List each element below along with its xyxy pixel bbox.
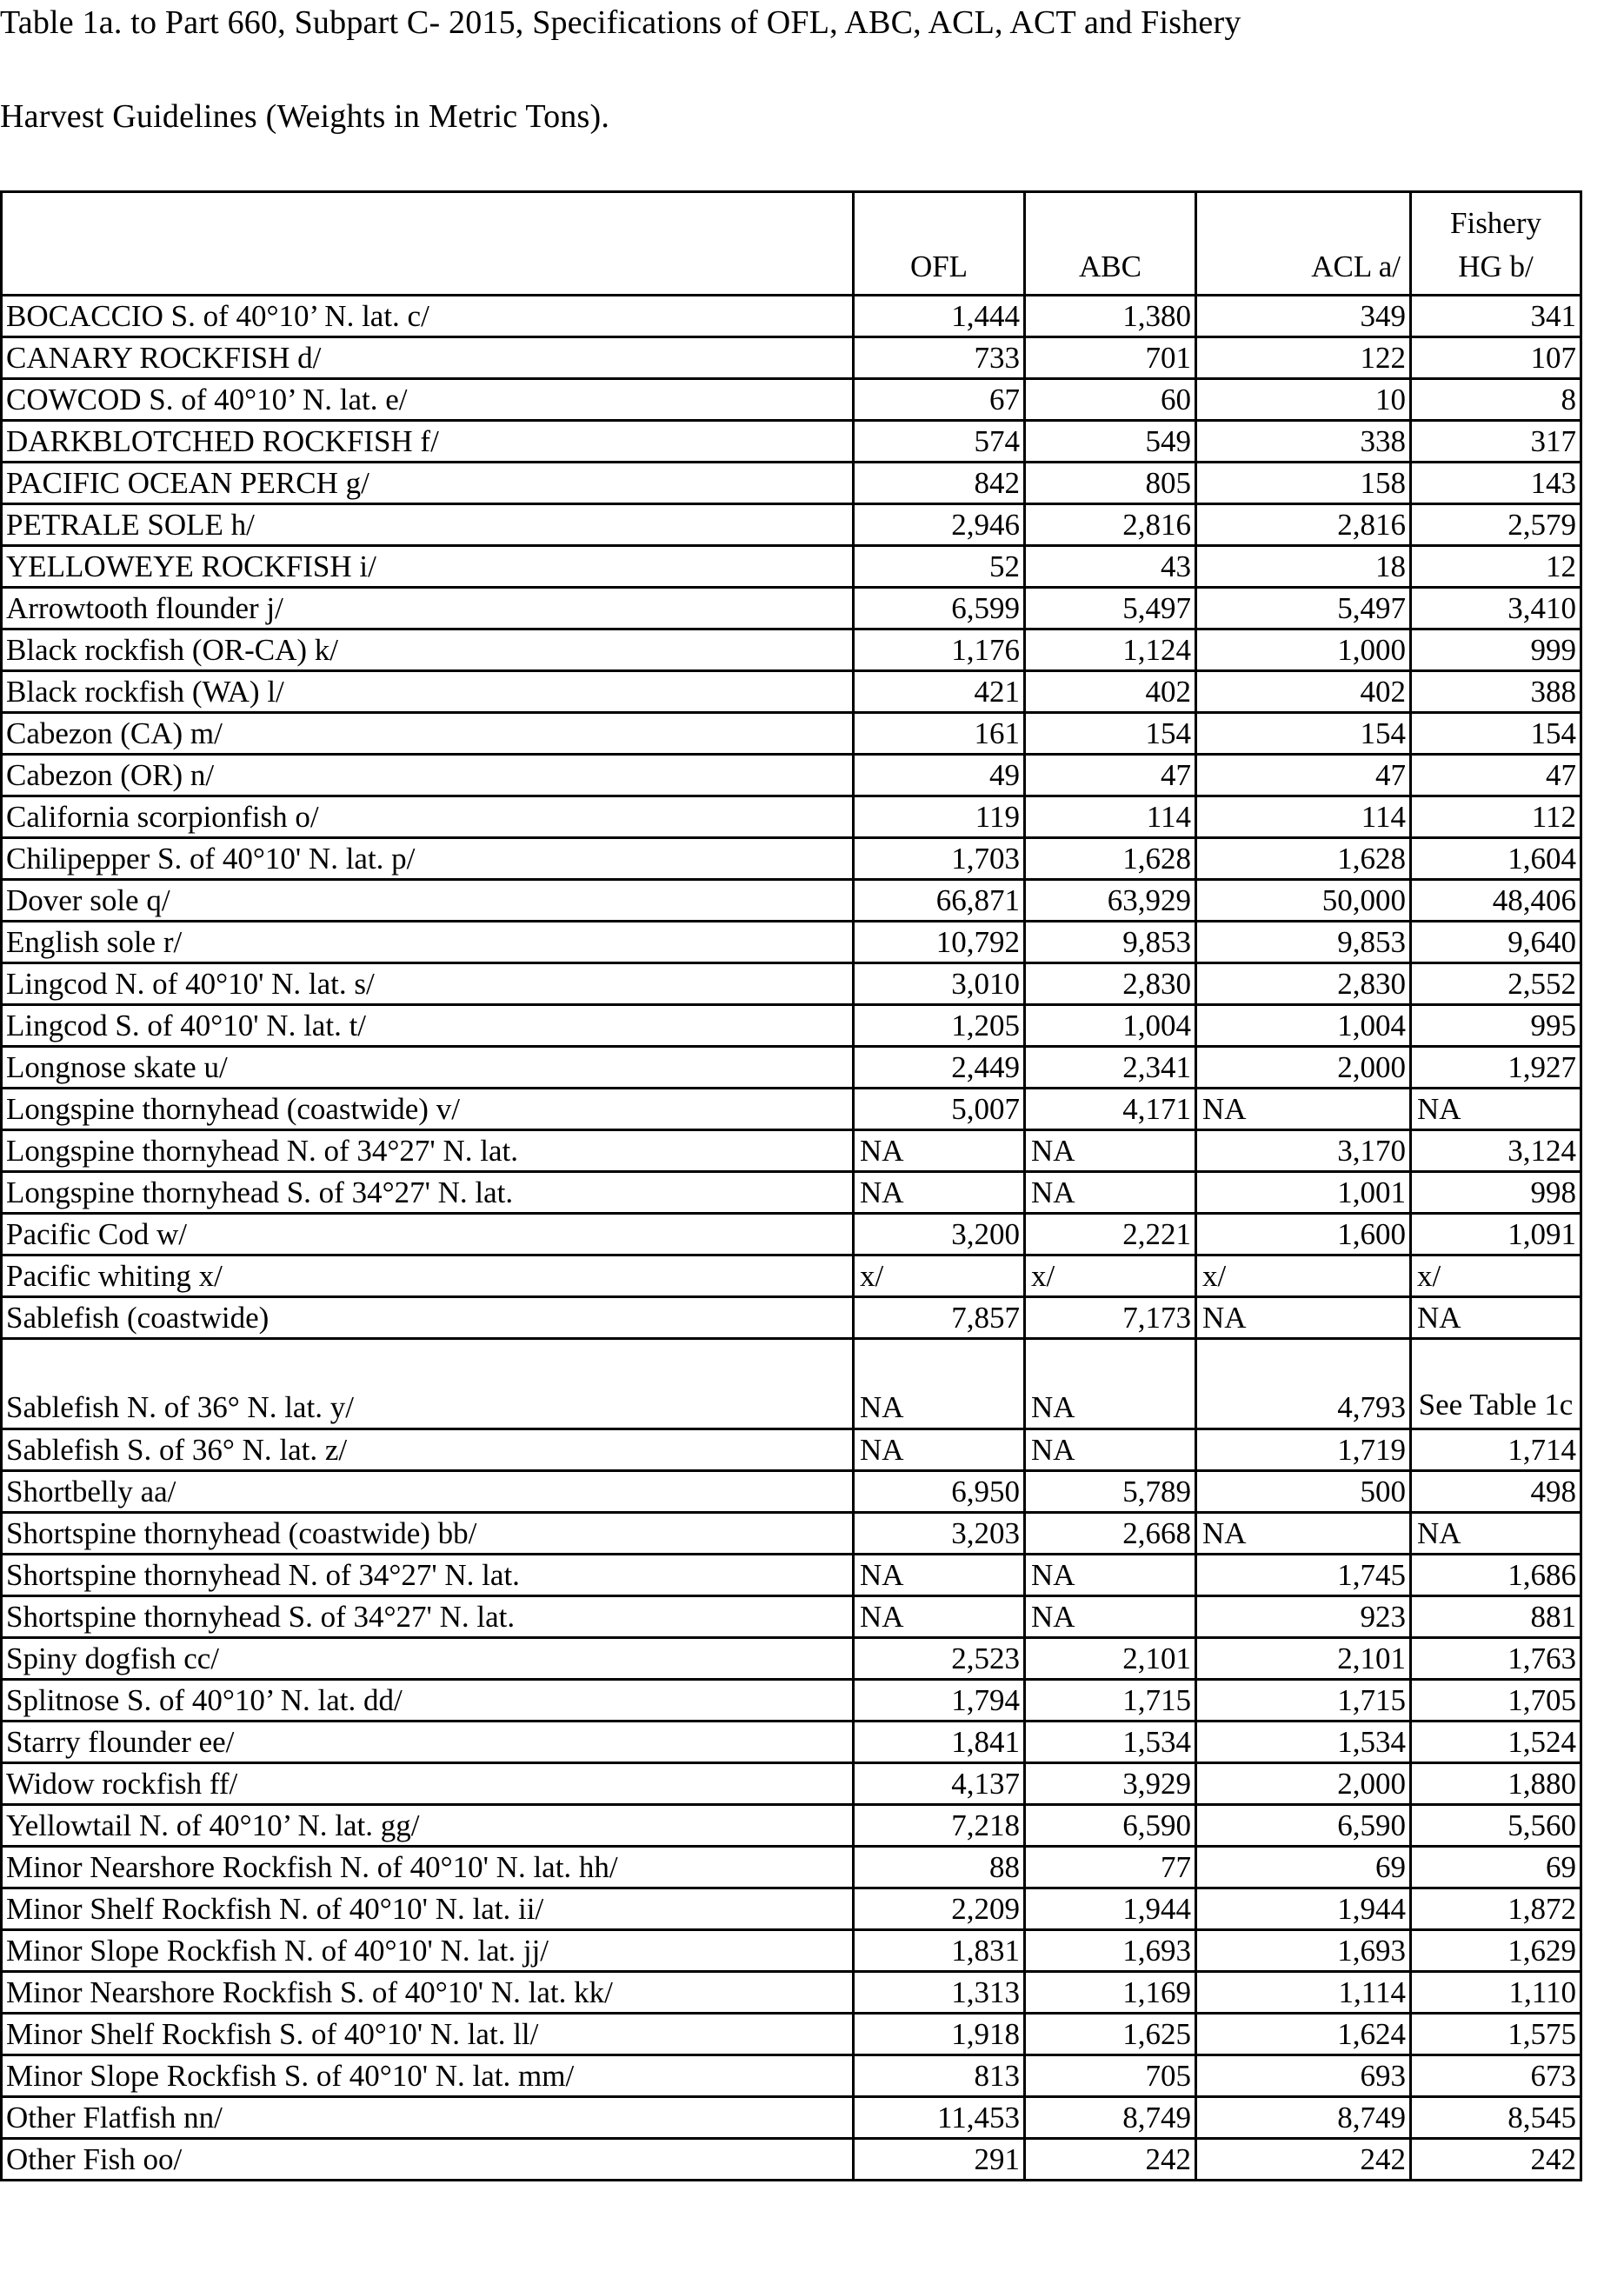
fishery-hg-cell: 1,880 [1411,1763,1581,1805]
ofl-cell: 842 [854,463,1025,504]
fishery-hg-cell: 1,575 [1411,2014,1581,2055]
acl-cell: 4,793 [1196,1339,1411,1429]
ofl-cell: 4,137 [854,1763,1025,1805]
table-row [2,1680,1581,1722]
table-row [2,2097,1581,2139]
table-row [2,463,1581,504]
abc-cell: NA [1025,1172,1196,1214]
table-row [2,1805,1581,1847]
species-cell: Shortspine thornyhead (coastwide) bb/ [2,1513,854,1555]
fishery-hg-cell: 1,763 [1411,1638,1581,1680]
species-cell: Cabezon (OR) n/ [2,755,854,796]
fishery-hg-cell: 143 [1411,463,1581,504]
abc-cell: x/ [1025,1255,1196,1297]
fishery-hg-cell: 995 [1411,1005,1581,1047]
ofl-cell: 1,313 [854,1972,1025,2014]
ofl-cell: 1,205 [854,1005,1025,1047]
header-ofl: OFL [854,192,1025,296]
species-cell: Spiny dogfish cc/ [2,1638,854,1680]
acl-cell: 154 [1196,713,1411,755]
header-abc: ABC [1025,192,1196,296]
ofl-cell: 119 [854,796,1025,838]
abc-cell: 549 [1025,421,1196,463]
species-cell: Shortbelly aa/ [2,1471,854,1513]
fishery-hg-cell: 12 [1411,546,1581,588]
species-cell: CANARY ROCKFISH d/ [2,337,854,379]
ofl-cell: 2,523 [854,1638,1025,1680]
acl-cell: 69 [1196,1847,1411,1888]
species-cell: PACIFIC OCEAN PERCH g/ [2,463,854,504]
acl-cell: 114 [1196,796,1411,838]
abc-cell: 701 [1025,337,1196,379]
abc-cell: 2,101 [1025,1638,1196,1680]
ofl-cell: NA [854,1339,1025,1429]
acl-cell: 1,719 [1196,1429,1411,1471]
table-body [2,296,1581,2181]
abc-cell: 5,789 [1025,1471,1196,1513]
acl-cell: 47 [1196,755,1411,796]
fishery-hg-cell: 48,406 [1411,880,1581,922]
abc-cell: 3,929 [1025,1763,1196,1805]
ofl-cell: 67 [854,379,1025,421]
abc-cell: 1,124 [1025,629,1196,671]
table-row [2,1513,1581,1555]
species-cell: Minor Slope Rockfish S. of 40°10' N. lat. mm/ [2,2055,854,2097]
table-row [2,1005,1581,1047]
species-cell: Widow rockfish ff/ [2,1763,854,1805]
acl-cell: 402 [1196,671,1411,713]
ofl-cell: 6,599 [854,588,1025,629]
acl-cell: 1,004 [1196,1005,1411,1047]
table-row [2,1763,1581,1805]
ofl-cell: 7,218 [854,1805,1025,1847]
fishery-hg-cell: 388 [1411,671,1581,713]
abc-cell: NA [1025,1596,1196,1638]
table-row [2,880,1581,922]
fishery-hg-cell: 1,604 [1411,838,1581,880]
acl-cell: 3,170 [1196,1130,1411,1172]
abc-cell: 1,169 [1025,1972,1196,2014]
ofl-cell: NA [854,1429,1025,1471]
species-cell: PETRALE SOLE h/ [2,504,854,546]
species-cell: Longspine thornyhead N. of 34°27' N. lat. [2,1130,854,1172]
table-row [2,1596,1581,1638]
abc-cell: NA [1025,1130,1196,1172]
table-row [2,1089,1581,1130]
species-cell: Longspine thornyhead S. of 34°27' N. lat. [2,1172,854,1214]
fishery-hg-cell: 242 [1411,2139,1581,2181]
ofl-cell: 6,950 [854,1471,1025,1513]
acl-cell: 18 [1196,546,1411,588]
acl-cell: 1,001 [1196,1172,1411,1214]
fishery-hg-cell: 1,110 [1411,1972,1581,2014]
fishery-hg-cell: NA [1411,1513,1581,1555]
abc-cell: 402 [1025,671,1196,713]
species-cell: Sablefish (coastwide) [2,1297,854,1339]
acl-cell: 338 [1196,421,1411,463]
abc-cell: 60 [1025,379,1196,421]
table-row [2,922,1581,963]
fishery-hg-cell: 1,629 [1411,1930,1581,1972]
ofl-cell: 3,200 [854,1214,1025,1255]
acl-cell: 158 [1196,463,1411,504]
ofl-cell: 1,176 [854,629,1025,671]
acl-cell: 8,749 [1196,2097,1411,2139]
table-row [2,1471,1581,1513]
ofl-cell: 88 [854,1847,1025,1888]
ofl-cell: 2,209 [854,1888,1025,1930]
abc-cell: NA [1025,1555,1196,1596]
fishery-hg-cell: 1,872 [1411,1888,1581,1930]
species-cell: Black rockfish (OR-CA) k/ [2,629,854,671]
acl-cell: NA [1196,1089,1411,1130]
ofl-cell: 574 [854,421,1025,463]
table-row [2,379,1581,421]
species-cell: DARKBLOTCHED ROCKFISH f/ [2,421,854,463]
species-cell: Minor Shelf Rockfish N. of 40°10' N. lat. ii/ [2,1888,854,1930]
species-cell: Sablefish S. of 36° N. lat. z/ [2,1429,854,1471]
table-row [2,588,1581,629]
ofl-cell: 1,794 [854,1680,1025,1722]
table-row [2,1255,1581,1297]
acl-cell: 2,816 [1196,504,1411,546]
species-cell: Shortspine thornyhead N. of 34°27' N. lat. [2,1555,854,1596]
fishery-hg-cell: 1,714 [1411,1429,1581,1471]
ofl-cell: 3,203 [854,1513,1025,1555]
acl-cell: 349 [1196,296,1411,337]
species-cell: Pacific Cod w/ [2,1214,854,1255]
table-row [2,1214,1581,1255]
fishery-hg-cell: x/ [1411,1255,1581,1297]
abc-cell: 1,628 [1025,838,1196,880]
table-row [2,1888,1581,1930]
fishery-hg-cell: 498 [1411,1471,1581,1513]
caption-line-2: Harvest Guidelines (Weights in Metric Tons). [0,98,610,135]
ofl-cell: 1,841 [854,1722,1025,1763]
header-hg-line-2: HG b/ [1458,250,1534,283]
ofl-cell: 1,918 [854,2014,1025,2055]
table-row [2,2014,1581,2055]
abc-cell: 47 [1025,755,1196,796]
abc-cell: 2,830 [1025,963,1196,1005]
abc-cell: 1,625 [1025,2014,1196,2055]
abc-cell: 1,004 [1025,1005,1196,1047]
table-row [2,838,1581,880]
abc-cell: 2,816 [1025,504,1196,546]
ofl-cell: NA [854,1596,1025,1638]
table-row [2,1047,1581,1089]
ofl-cell: NA [854,1555,1025,1596]
species-cell: YELLOWEYE ROCKFISH i/ [2,546,854,588]
acl-cell: 6,590 [1196,1805,1411,1847]
table-row [2,504,1581,546]
abc-cell: 1,693 [1025,1930,1196,1972]
caption-line-1: Table 1a. to Part 660, Subpart C- 2015, Specifications of OFL, ABC, ACL, ACT and Fishery [0,4,1241,41]
species-cell: BOCACCIO S. of 40°10’ N. lat. c/ [2,296,854,337]
ofl-cell: 66,871 [854,880,1025,922]
species-cell: Other Fish oo/ [2,2139,854,2181]
acl-cell: 1,628 [1196,838,1411,880]
fishery-hg-cell: 1,686 [1411,1555,1581,1596]
acl-cell: 242 [1196,2139,1411,2181]
species-cell: Pacific whiting x/ [2,1255,854,1297]
acl-cell: 1,000 [1196,629,1411,671]
ofl-cell: 1,444 [854,296,1025,337]
acl-cell: x/ [1196,1255,1411,1297]
fishery-hg-cell: 1,705 [1411,1680,1581,1722]
abc-cell: 7,173 [1025,1297,1196,1339]
table-row [2,1297,1581,1339]
table-row [2,1172,1581,1214]
abc-cell: 1,534 [1025,1722,1196,1763]
header-row [2,192,1581,296]
ofl-cell: 1,703 [854,838,1025,880]
ofl-cell: 49 [854,755,1025,796]
acl-cell: 1,715 [1196,1680,1411,1722]
species-cell: Black rockfish (WA) l/ [2,671,854,713]
acl-cell: 2,830 [1196,963,1411,1005]
abc-cell: 242 [1025,2139,1196,2181]
table-row [2,1847,1581,1888]
table-row [2,1339,1581,1429]
acl-cell: 1,745 [1196,1555,1411,1596]
species-cell: California scorpionfish o/ [2,796,854,838]
abc-cell: 1,380 [1025,296,1196,337]
species-cell: Lingcod N. of 40°10' N. lat. s/ [2,963,854,1005]
species-cell: Chilipepper S. of 40°10' N. lat. p/ [2,838,854,880]
acl-cell: 2,000 [1196,1047,1411,1089]
abc-cell: 2,668 [1025,1513,1196,1555]
acl-cell: 10 [1196,379,1411,421]
ofl-cell: 11,453 [854,2097,1025,2139]
fishery-hg-cell: 112 [1411,796,1581,838]
acl-cell: 693 [1196,2055,1411,2097]
abc-cell: 8,749 [1025,2097,1196,2139]
species-cell: Yellowtail N. of 40°10’ N. lat. gg/ [2,1805,854,1847]
table-row [2,1972,1581,2014]
ofl-cell: 3,010 [854,963,1025,1005]
fishery-hg-cell: 5,560 [1411,1805,1581,1847]
ofl-cell: 291 [854,2139,1025,2181]
fishery-hg-cell: 8 [1411,379,1581,421]
ofl-cell: 1,831 [854,1930,1025,1972]
ofl-cell: 733 [854,337,1025,379]
fishery-hg-cell: 317 [1411,421,1581,463]
table-row [2,713,1581,755]
acl-cell: 2,000 [1196,1763,1411,1805]
fishery-hg-cell: NA [1411,1297,1581,1339]
abc-cell: 6,590 [1025,1805,1196,1847]
fishery-hg-cell: 1,927 [1411,1047,1581,1089]
fishery-hg-cell: 2,552 [1411,963,1581,1005]
fishery-hg-cell: 154 [1411,713,1581,755]
fishery-hg-cell: 107 [1411,337,1581,379]
ofl-cell: 161 [854,713,1025,755]
table-row [2,546,1581,588]
specifications-table [0,190,1582,2181]
acl-cell: 1,624 [1196,2014,1411,2055]
species-cell: Minor Shelf Rockfish S. of 40°10' N. lat. ll/ [2,2014,854,2055]
acl-cell: 1,944 [1196,1888,1411,1930]
ofl-cell: 10,792 [854,922,1025,963]
ofl-cell: x/ [854,1255,1025,1297]
fishery-hg-cell: 3,410 [1411,588,1581,629]
acl-cell: 1,114 [1196,1972,1411,2014]
fishery-hg-cell: 47 [1411,755,1581,796]
abc-cell: 705 [1025,2055,1196,2097]
species-cell: Minor Nearshore Rockfish S. of 40°10' N. lat. kk/ [2,1972,854,2014]
acl-cell: 923 [1196,1596,1411,1638]
species-cell: Starry flounder ee/ [2,1722,854,1763]
species-cell: Lingcod S. of 40°10' N. lat. t/ [2,1005,854,1047]
abc-cell: 63,929 [1025,880,1196,922]
table-row [2,337,1581,379]
table-row [2,1638,1581,1680]
header-acl: ACL a/ [1196,192,1411,296]
fishery-hg-cell: 673 [1411,2055,1581,2097]
ofl-cell: 2,449 [854,1047,1025,1089]
abc-cell: 2,341 [1025,1047,1196,1089]
header-hg-line-1: Fishery [1450,206,1541,240]
fishery-hg-cell: NA [1411,1089,1581,1130]
ofl-cell: 52 [854,546,1025,588]
acl-cell: NA [1196,1513,1411,1555]
species-cell: English sole r/ [2,922,854,963]
table-row [2,1930,1581,1972]
species-cell: Minor Nearshore Rockfish N. of 40°10' N. lat. hh/ [2,1847,854,1888]
fishery-hg-cell: 999 [1411,629,1581,671]
ofl-cell: NA [854,1130,1025,1172]
header-species [2,192,854,296]
species-cell: Shortspine thornyhead S. of 34°27' N. lat. [2,1596,854,1638]
fishery-hg-cell: 881 [1411,1596,1581,1638]
species-cell: Minor Slope Rockfish N. of 40°10' N. lat. jj/ [2,1930,854,1972]
abc-cell: 2,221 [1025,1214,1196,1255]
table-row [2,1555,1581,1596]
acl-cell: 5,497 [1196,588,1411,629]
table-row [2,963,1581,1005]
ofl-cell: 2,946 [854,504,1025,546]
ofl-cell: NA [854,1172,1025,1214]
table-row [2,1722,1581,1763]
species-cell: Sablefish N. of 36° N. lat. y/ [2,1339,854,1429]
fishery-hg-cell: 1,524 [1411,1722,1581,1763]
table-row [2,629,1581,671]
table-row [2,421,1581,463]
acl-cell: 1,534 [1196,1722,1411,1763]
abc-cell: 114 [1025,796,1196,838]
acl-cell: 50,000 [1196,880,1411,922]
fishery-hg-cell: 8,545 [1411,2097,1581,2139]
abc-cell: 5,497 [1025,588,1196,629]
fishery-hg-cell: 9,640 [1411,922,1581,963]
ofl-cell: 5,007 [854,1089,1025,1130]
ofl-cell: 421 [854,671,1025,713]
table-row [2,2139,1581,2181]
acl-cell: 122 [1196,337,1411,379]
abc-cell: 1,715 [1025,1680,1196,1722]
species-cell: Arrowtooth flounder j/ [2,588,854,629]
fishery-hg-cell: 341 [1411,296,1581,337]
table-row [2,671,1581,713]
abc-cell: 43 [1025,546,1196,588]
species-cell: Cabezon (CA) m/ [2,713,854,755]
table-row [2,755,1581,796]
fishery-hg-cell: 3,124 [1411,1130,1581,1172]
abc-cell: 77 [1025,1847,1196,1888]
species-cell: COWCOD S. of 40°10’ N. lat. e/ [2,379,854,421]
abc-cell: 1,944 [1025,1888,1196,1930]
acl-cell: 1,600 [1196,1214,1411,1255]
acl-cell: 500 [1196,1471,1411,1513]
table-row [2,1130,1581,1172]
species-cell: Longspine thornyhead (coastwide) v/ [2,1089,854,1130]
fishery-hg-cell: 1,091 [1411,1214,1581,1255]
fishery-hg-cell: See Table 1c [1411,1339,1581,1429]
header-fishery-hg [1411,192,1581,296]
ofl-cell: 813 [854,2055,1025,2097]
abc-cell: NA [1025,1339,1196,1429]
species-cell: Other Flatfish nn/ [2,2097,854,2139]
acl-cell: 9,853 [1196,922,1411,963]
ofl-cell: 7,857 [854,1297,1025,1339]
abc-cell: NA [1025,1429,1196,1471]
table-row [2,2055,1581,2097]
acl-cell: 1,693 [1196,1930,1411,1972]
table-row [2,1429,1581,1471]
fishery-hg-cell: 69 [1411,1847,1581,1888]
table-row [2,296,1581,337]
abc-cell: 805 [1025,463,1196,504]
abc-cell: 4,171 [1025,1089,1196,1130]
species-cell: Dover sole q/ [2,880,854,922]
table-row [2,796,1581,838]
species-cell: Splitnose S. of 40°10’ N. lat. dd/ [2,1680,854,1722]
acl-cell: 2,101 [1196,1638,1411,1680]
acl-cell: NA [1196,1297,1411,1339]
fishery-hg-cell: 998 [1411,1172,1581,1214]
abc-cell: 9,853 [1025,922,1196,963]
fishery-hg-cell: 2,579 [1411,504,1581,546]
species-cell: Longnose skate u/ [2,1047,854,1089]
abc-cell: 154 [1025,713,1196,755]
